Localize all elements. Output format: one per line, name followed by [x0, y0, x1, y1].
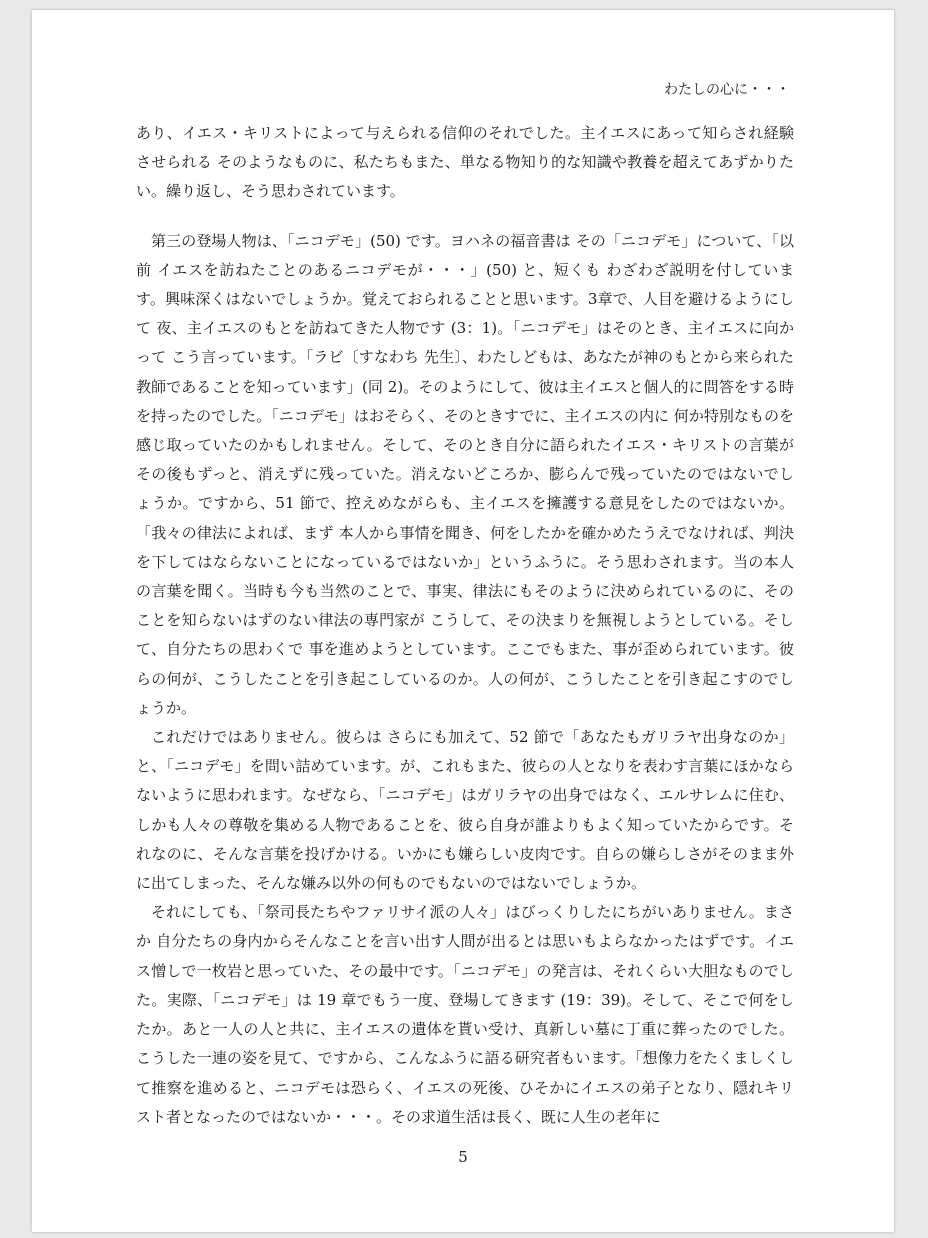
paragraph-3: これだけではありません。彼らは さらにも加えて、52 節で「あなたもガリラヤ出身なのか」と、「ニコデモ」を問い詰めています。が、これもまた、彼らの人となりを表わす言葉にほかならないように思われます。なぜなら、「ニコデモ」はガリラヤの出身ではなく、エルサレムに住む、しかも人々の尊敬を集める人物であることを、彼ら自身が誰よりもよく知っていたからです。それなのに、そんな言葉を投げかける。いかにも嫌らしい皮肉です。自らの嫌らしさがそのまま外に出てしまった、そんな嫌み以外の何ものでもないのではないでしょうか。	[136, 728, 794, 893]
page-number: 5	[458, 1148, 468, 1166]
document-page	[32, 10, 894, 1232]
paragraph-2: 第三の登場人物は、「ニコデモ」(50) です。ヨハネの福音書は その「ニコデモ」について、「以前 イエスを訪ねたことのあるニコデモが・・・」(50) と、短くも わざわざ説明を付しています。興味深くはないでしょうか。覚えておられることと思います。3章で、人目を避けるようにして 夜、主イエスのもとを訪ねてきた人物です (3：1)。「ニコデモ」はそのとき、主イエスに向かって こう言っています。「ラビ〔すなわち 先生〕、わたしどもは、あなたが神のもとから来られた教師であることを知っています」(同 2)。そのようにして、彼は主イエスと個人的に問答をする時を持ったのでした。「ニコデモ」はおそらく、そのときすでに、主イエスの内に 何か特別なものを感じ取っていたのかもしれません。そして、そのとき自分に語られたイエス・キリストの言葉が その後もずっと、消えずに残っていた。消えないどころか、膨らんで残っていたのではないでしょうか。ですから、51 節で、控えめながらも、主イエスを擁護する意見をしたのではないか。「我々の律法によれば、まず 本人から事情を聞き、何をしたかを確かめたうえでなければ、判決を下してはならないことになっているではないか」というふうに。そう思わされます。当の本人の言葉を聞く。当時も今も当然のことで、事実、律法にもそのように決められているのに、そのことを知らないはずのない律法の専門家が こうして、その決まりを無視しようとしている。そして、自分たちの思わくで 事を進めようとしています。ここでもまた、事が歪められています。彼らの何が、こうしたことを引き起こしているのか。人の何が、こうしたことを引き起こすのでしょうか。	[136, 231, 794, 717]
paragraph-4: それにしても、「祭司長たちやファリサイ派の人々」はびっくりしたにちがいありません。まさか 自分たちの身内からそんなことを言い出す人間が出るとは思いもよらなかったはずです。イエス憎しで一枚岩と思っていた、その最中です。「ニコデモ」の発言は、それくらい大胆なものでした。実際、「ニコデモ」は 19 章でもう一度、登場してきます (19：39)。そして、そこで何をしたか。あと一人の人と共に、主イエスの遺体を貰い受け、真新しい墓に丁重に葬ったのでした。こうした一連の姿を見て、ですから、こんなふうに語る研究者もいます。「想像力をたくましくして推察を進めると、ニコデモは恐らく、イエスの死後、ひそかにイエスの弟子となり、隠れキリスト者となったのではないか・・・。その求道生活は長く、既に人生の老年に	[136, 903, 794, 1126]
body-text	[136, 119, 794, 1132]
paragraph-gap	[136, 207, 794, 227]
running-header: わたしの心に・・・	[664, 82, 790, 98]
paragraph-1: あり、イエス・キリストによって与えられる信仰のそれでした。主イエスにあって知らされ経験させられる そのようなものに、私たちもまた、単なる物知り的な知識や教養を超えてあずかりたい。繰り返し、そう思わされています。	[136, 124, 794, 201]
